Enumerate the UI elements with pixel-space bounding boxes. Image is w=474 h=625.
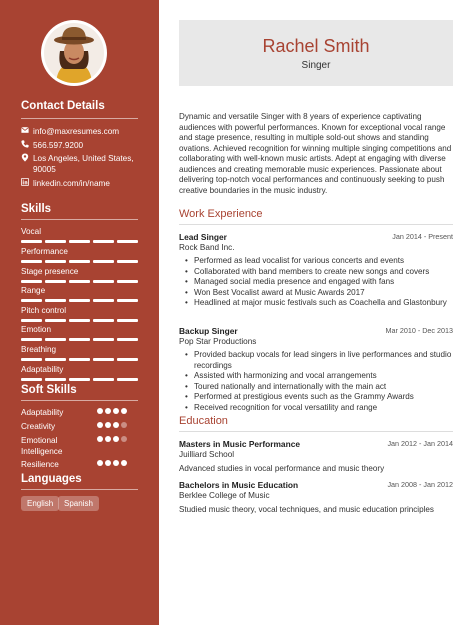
list-item: • Toured nationally and internationally with the main act xyxy=(185,382,455,393)
skill-bar xyxy=(21,319,138,322)
skills-heading: Skills xyxy=(21,203,52,215)
divider xyxy=(21,489,138,490)
education-date: Jan 2012 - Jan 2014 xyxy=(387,439,453,448)
profile-summary: Dynamic and versatile Singer with 8 years of experience captivating audiences with powerful performances. Known for exceptional vocal range and stage presence, resulting in multiple sold-out shows and standing ovations. Achieved recognition for winning multiple singing competitions and collaborating with well-known music artists. Adept at engaging with diverse audiences and creating memorable music experiences. Passionate about delivering top-notch vocal performances and continuously seeking to push creative boundaries in the music industry. xyxy=(179,112,452,195)
divider xyxy=(179,224,453,225)
soft-skill-label: Emotional Intelligence xyxy=(21,436,63,456)
list-item: • Received recognition for vocal versatility and range xyxy=(185,403,455,414)
languages-heading: Languages xyxy=(21,473,82,485)
rating-dot xyxy=(97,436,103,442)
profile-photo xyxy=(44,23,104,83)
skill-label: Vocal xyxy=(21,227,42,236)
degree-title: Masters in Music Performance xyxy=(179,439,301,449)
skill-bar xyxy=(21,280,138,283)
soft-skills-heading: Soft Skills xyxy=(21,384,77,396)
rating-dot xyxy=(121,460,127,466)
rating-dot xyxy=(97,422,103,428)
skill-bar xyxy=(21,260,138,263)
work-experience-heading: Work Experience xyxy=(179,208,263,220)
rating-dot xyxy=(113,460,119,466)
job-date: Mar 2010 - Dec 2013 xyxy=(385,326,453,335)
skill-label: Pitch control xyxy=(21,306,67,315)
job-date: Jan 2014 - Present xyxy=(392,232,453,241)
list-item: • Managed social media presence and engaged with fans xyxy=(185,277,455,288)
rating-dot xyxy=(105,436,111,442)
divider xyxy=(21,219,138,220)
language-tag: Spanish xyxy=(58,496,99,511)
rating-dots xyxy=(97,422,127,428)
degree-title: Bachelors in Music Education xyxy=(179,480,299,490)
contact-location: Los Angeles, United States, 90005 xyxy=(21,153,143,175)
mail-icon xyxy=(21,126,33,136)
avatar xyxy=(41,20,107,86)
rating-dots xyxy=(97,436,127,442)
rating-dot xyxy=(105,408,111,414)
rating-dot xyxy=(97,408,103,414)
divider xyxy=(21,400,138,401)
list-item: • Assisted with harmonizing and vocal arrangements xyxy=(185,371,455,382)
list-item: • Performed as lead vocalist for various concerts and events xyxy=(185,256,455,267)
job-company: Pop Star Productions xyxy=(179,337,257,346)
contact-details-heading: Contact Details xyxy=(21,100,105,112)
job-title: Singer xyxy=(301,60,331,71)
rating-dot xyxy=(121,436,127,442)
linkedin-icon xyxy=(21,178,33,188)
rating-dot xyxy=(97,460,103,466)
contact-phone[interactable]: 566.597.9200 xyxy=(21,140,83,151)
job-role: Lead Singer xyxy=(179,232,227,242)
list-item: • Provided backup vocals for lead singers in live performances and studio recordings xyxy=(185,350,455,371)
skill-label: Stage presence xyxy=(21,267,79,276)
rating-dot xyxy=(121,422,127,428)
school-name: Juilliard School xyxy=(179,450,235,459)
divider xyxy=(179,431,453,432)
job-role: Backup Singer xyxy=(179,326,238,336)
education-description: Studied music theory, vocal techniques, and music education principles xyxy=(179,505,434,514)
list-item: • Won Best Vocalist award at Music Awards 2017 xyxy=(185,288,455,299)
phone-icon xyxy=(21,140,33,150)
skill-bar xyxy=(21,240,138,243)
soft-skill-label: Creativity xyxy=(21,422,56,431)
education-description: Advanced studies in vocal performance and music theory xyxy=(179,464,385,473)
skill-label: Breathing xyxy=(21,345,57,354)
job-bullets xyxy=(185,256,455,309)
rating-dot xyxy=(113,408,119,414)
skill-label: Adaptability xyxy=(21,365,64,374)
skill-label: Emotion xyxy=(21,325,52,334)
job-company: Rock Band Inc. xyxy=(179,243,235,252)
rating-dot xyxy=(113,422,119,428)
full-name: Rachel Smith xyxy=(262,36,370,56)
list-item: • Collaborated with band members to create new songs and covers xyxy=(185,267,455,278)
rating-dot xyxy=(105,460,111,466)
rating-dots xyxy=(97,460,127,466)
contact-email[interactable]: info@maxresumes.com xyxy=(21,126,119,137)
rating-dot xyxy=(113,436,119,442)
soft-skill-label: Adaptability xyxy=(21,408,64,417)
soft-skill-label: Resilience xyxy=(21,460,59,469)
skill-bar xyxy=(21,338,138,341)
list-item: • Headlined at major music festivals such as Coachella and Glastonbury xyxy=(185,298,455,309)
list-item: • Performed at prestigious events such as the Grammy Awards xyxy=(185,392,455,403)
skill-bar xyxy=(21,378,138,381)
job-bullets xyxy=(185,350,455,414)
language-tag: English xyxy=(21,496,59,511)
education-heading: Education xyxy=(179,415,228,427)
skill-bar xyxy=(21,358,138,361)
skill-label: Range xyxy=(21,286,46,295)
name-header xyxy=(179,20,453,86)
contact-linkedin[interactable]: linkedin.com/in/name xyxy=(21,178,110,189)
rating-dots xyxy=(97,408,127,414)
school-name: Berklee College of Music xyxy=(179,491,270,500)
divider xyxy=(21,118,138,119)
education-date: Jan 2008 - Jan 2012 xyxy=(387,480,453,489)
skill-bar xyxy=(21,299,138,302)
location-icon xyxy=(21,153,33,164)
skill-label: Performance xyxy=(21,247,68,256)
sidebar xyxy=(0,0,159,625)
rating-dot xyxy=(121,408,127,414)
rating-dot xyxy=(105,422,111,428)
